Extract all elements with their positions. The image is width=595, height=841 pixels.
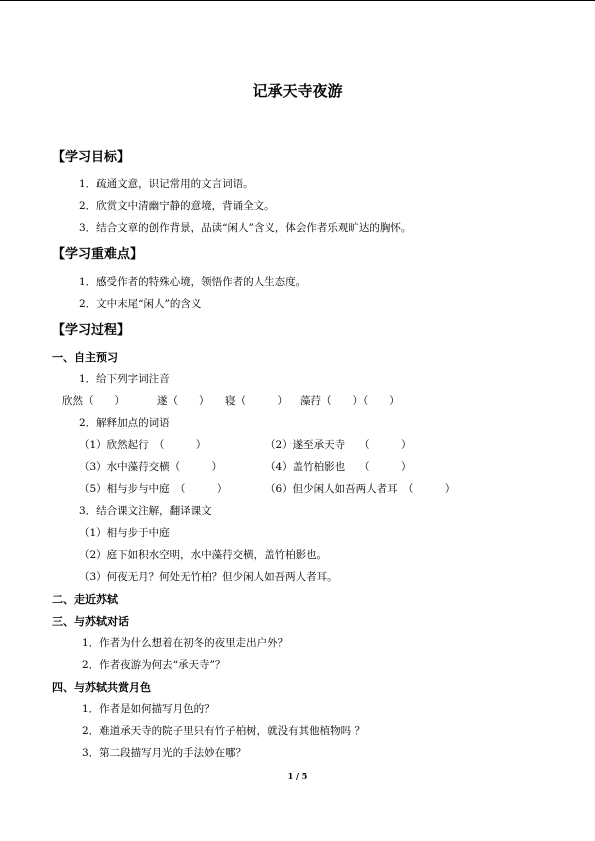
part3-heading: 三、与苏轼对话 — [52, 615, 129, 628]
section-process-heading: 【学习过程】 — [52, 323, 131, 338]
part3-item: 1．作者为什么想着在初冬的夜里走出户外？ — [82, 637, 289, 649]
pinyin-cell: 欣然（ ） — [62, 395, 125, 407]
part1-q1: 1．给下列字词注音 — [79, 373, 170, 385]
word-item: （6）但少闲人如吾两人者耳 （ ） — [265, 483, 456, 495]
keypoint-item: 2．文中末尾“闲人”的含义 — [79, 298, 202, 310]
section-keypoints-heading: 【学习重难点】 — [52, 247, 144, 262]
translate-item: （1）相与步于中庭 — [79, 527, 170, 539]
part4-item: 3．第二段描写月光的手法妙在哪？ — [82, 747, 247, 759]
word-row — [79, 459, 499, 475]
word-item: （1）欣然起行 （ ） — [79, 439, 207, 451]
part2-heading: 二、走近苏轼 — [52, 593, 118, 606]
word-row — [79, 437, 499, 453]
pinyin-cell: 藻荇（ ）（ ） — [300, 395, 400, 407]
part4-item: 1．作者是如何描写月色的？ — [82, 703, 215, 715]
part4-heading: 四、与苏轼共赏月色 — [52, 681, 151, 694]
word-row — [79, 481, 499, 497]
pinyin-row — [62, 393, 482, 409]
translate-item: （3）何夜无月？何处无竹柏？但少闲人如吾两人者耳。 — [79, 571, 338, 583]
part1-heading: 一、自主预习 — [52, 351, 118, 364]
translate-item: （2）庭下如积水空明，水中藻荇交横，盖竹柏影也。 — [79, 549, 328, 561]
word-item: （3）水中藻荇交横（ ） — [79, 461, 223, 473]
part3-item: 2．作者夜游为何去“承天寺”？ — [82, 659, 226, 671]
pinyin-cell: 遂（ ） — [157, 395, 210, 407]
pinyin-cell: 寝（ ） — [225, 395, 288, 407]
page-number: 1 / 5 — [287, 771, 308, 781]
part1-q3: 3．结合课文注解，翻译课文 — [79, 505, 212, 517]
goal-item: 2．欣赏文中清幽宁静的意境，背诵全文。 — [79, 200, 275, 212]
word-item: （2）遂至承天寺 （ ） — [265, 439, 412, 451]
keypoint-item: 1．感受作者的特殊心境，领悟作者的人生态度。 — [79, 276, 307, 288]
page-title: 记承天寺夜游 — [252, 82, 343, 100]
goal-item: 1．疏通文意，识记常用的文言词语。 — [79, 178, 254, 190]
part4-item: 2．难道承天寺的院子里只有竹子柏树，就没有其他植物吗 ？ — [82, 725, 366, 737]
section-goals-heading: 【学习目标】 — [52, 150, 131, 165]
word-item: （5）相与步与中庭 （ ） — [79, 483, 228, 495]
header-rule — [0, 0, 595, 1]
word-item: （4）盖竹柏影也 （ ） — [265, 461, 412, 473]
part1-q2: 2．解释加点的词语 — [79, 417, 170, 429]
goal-item: 3．结合文章的创作背景，品读“闲人”含义，体会作者乐观旷达的胸怀。 — [79, 222, 412, 234]
